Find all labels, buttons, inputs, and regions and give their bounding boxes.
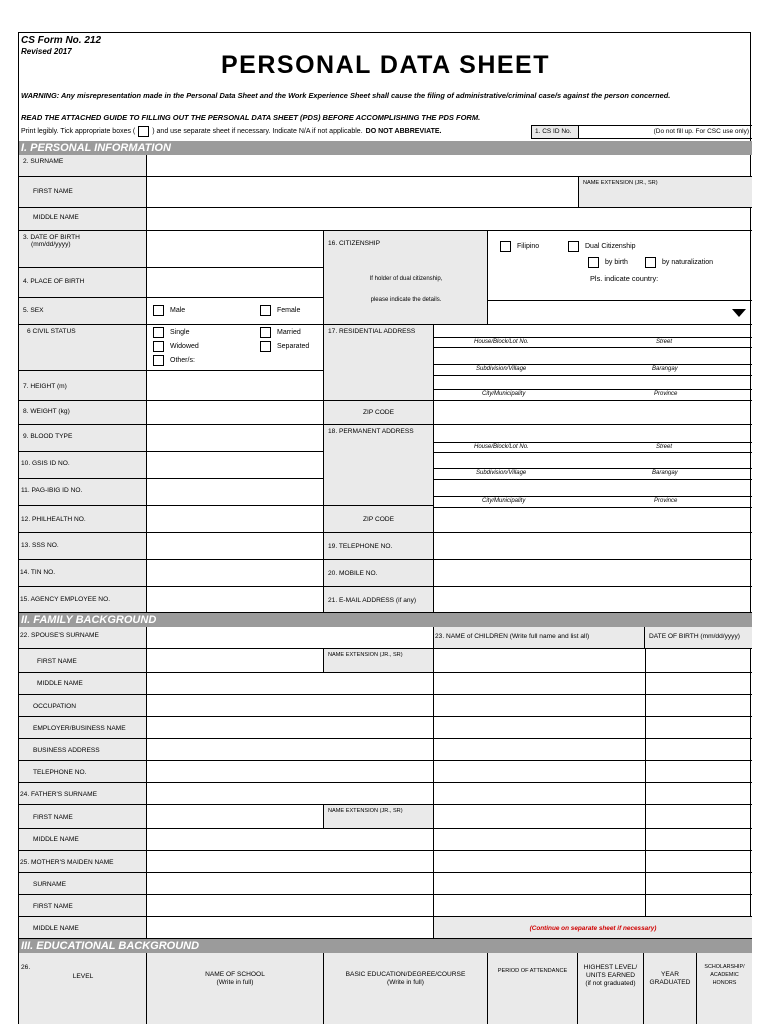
print-text-c: DO NOT ABBREVIATE. [365,128,442,135]
perm-line-2 [434,452,752,453]
dual-text: Dual Citizenship [585,243,636,250]
philhealth-input[interactable] [147,506,324,533]
perm-province-caption: Province [654,498,678,504]
weight-input[interactable] [147,401,324,425]
spouse-surname-label: 22. SPOUSE'S SURNAME [19,627,147,649]
other-option[interactable] [153,355,195,366]
dob-input[interactable] [147,231,324,268]
res-line-3 [434,364,752,365]
by-naturalization-text: by naturalization [662,259,713,266]
blood-type-label: 9. BLOOD TYPE [19,425,147,452]
perm-line-6 [434,507,752,508]
male-checkbox[interactable] [153,305,164,316]
edu-course-header [324,953,488,1024]
spouse-surname-input[interactable] [147,627,434,649]
mother-maiden-label: 25. MOTHER'S MAIDEN NAME [19,851,147,873]
edu-year-line2: GRADUATED [649,979,691,986]
spouse-name-ext-cell[interactable] [324,649,434,673]
residential-address-label: 17. RESIDENTIAL ADDRESS [324,325,434,401]
residential-address-fields[interactable] [434,325,752,425]
sss-input[interactable] [147,533,324,560]
height-input[interactable] [147,371,324,401]
mother-surname-label: SURNAME [19,873,147,895]
civil-status-label: 6 CIVIL STATUS [19,325,147,371]
res-line-1 [434,337,752,338]
citizenship-options [488,231,752,301]
children-rows[interactable] [434,649,752,917]
continue-note: (Continue on separate sheet if necessary) [529,925,657,932]
edu-school-line1: NAME OF SCHOOL [205,971,265,978]
cs-id-field [579,125,752,139]
separated-option[interactable] [260,341,309,352]
child-row-line [434,872,752,873]
father-middle-name-label: MIDDLE NAME [19,829,147,851]
filipino-checkbox[interactable] [500,241,511,252]
section-personal-information: I. PERSONAL INFORMATION [19,141,752,155]
pds-form [18,32,751,1024]
child-row-line [434,894,752,895]
telephone-label: 19. TELEPHONE NO. [324,533,434,560]
employer-label: EMPLOYER/BUSINESS NAME [19,717,147,739]
edu-number: 26. [21,964,31,971]
father-surname-input[interactable] [147,783,434,805]
edu-highest-line1: HIGHEST LEVEL/ [583,964,638,971]
occupation-label: OCCUPATION [19,695,147,717]
res-line-2 [434,347,752,348]
perm-line-5 [434,496,752,497]
edu-period-header: PERIOD OF ATTENDANCE [488,953,578,1024]
citizenship-label-cell [324,231,488,325]
mobile-input[interactable] [434,560,752,587]
res-city-caption: City/Municipality [482,391,526,397]
business-address-label: BUSINESS ADDRESS [19,739,147,761]
indicate-country-text: Pls. indicate country: [590,274,659,283]
widowed-option[interactable] [153,341,199,352]
married-option[interactable] [260,327,301,338]
edu-course-line1: BASIC EDUCATION/DEGREE/COURSE [345,971,466,978]
edu-course-line2: (Write in full) [387,979,424,986]
father-first-name-label: FIRST NAME [19,805,147,829]
dob-label [19,231,147,268]
single-checkbox[interactable] [153,327,164,338]
telephone-input[interactable] [434,533,752,560]
spouse-name-ext-label: NAME EXTENSION (JR., SR) [328,652,403,658]
res-subdivision-caption: Subdivision/Village [476,366,527,372]
middle-name-input[interactable] [147,208,752,231]
edu-highest-header [578,953,644,1024]
continue-note-cell [434,917,752,939]
cs-id-label: 1. CS ID No. [531,125,579,139]
perm-line-1 [434,442,752,443]
mother-first-name-label: FIRST NAME [19,895,147,917]
edu-highest-line2: UNITS EARNED [585,972,636,979]
widowed-text: Widowed [170,343,199,350]
other-checkbox[interactable] [153,355,164,366]
spouse-first-name-input[interactable] [147,649,324,673]
pagibig-label: 11. PAG-IBIG ID NO. [19,479,147,506]
dropdown-arrow-icon[interactable] [732,309,746,317]
section-family-background: II. FAMILY BACKGROUND [19,613,752,627]
by-naturalization-checkbox[interactable] [645,257,656,268]
single-option[interactable] [153,327,189,338]
dob-label-line2: (mm/dd/yyyy) [31,241,71,248]
gsis-input[interactable] [147,452,324,479]
email-label: 21. E-MAIL ADDRESS (if any) [324,587,434,613]
edu-honors-line2: ACADEMIC [710,972,739,978]
children-label: 23. NAME of CHILDREN (Write full name and list all) [434,627,645,649]
father-first-name-input[interactable] [147,805,324,829]
female-text: Female [277,307,301,314]
sss-label: 13. SSS NO. [19,533,147,560]
blood-type-input[interactable] [147,425,324,452]
res-line-6 [434,400,752,401]
dual-checkbox[interactable] [568,241,579,252]
print-instructions [21,126,442,137]
agency-employee-label: 15. AGENCY EMPLOYEE NO. [19,587,147,613]
perm-barangay-caption: Barangay [652,470,678,476]
child-row-line [434,828,752,829]
perm-subdivision-caption: Subdivision/Village [476,470,527,476]
print-text-b: ) and use separate sheet if necessary. Indicate N/A if not applicable. [152,128,363,135]
philhealth-label: 12. PHILHEALTH NO. [19,506,147,533]
dual-option[interactable] [568,241,636,252]
dual-note-1: If holder of dual citizenship, [369,276,443,282]
edu-level-text: LEVEL [72,973,94,980]
weight-label: 8. WEIGHT (kg) [19,401,147,425]
employer-input[interactable] [147,717,434,739]
perm-street-caption: Street [656,444,673,450]
spouse-middle-name-input[interactable] [147,673,434,695]
edu-level-header [19,953,147,1024]
edu-highest-line3: (if not graduated) [585,980,636,987]
perm-house-caption: House/Block/Lot No. [474,444,529,450]
perm-city-caption: City/Municipality [482,498,526,504]
tin-label: 14. TIN NO. [19,560,147,587]
pob-input[interactable] [147,268,324,298]
by-birth-checkbox[interactable] [588,257,599,268]
edu-school-line2: (Write in full) [216,979,254,986]
edu-school-header [147,953,324,1024]
sex-options [147,298,324,325]
citizenship-label: 16. CITIZENSHIP [328,240,381,247]
sex-female-option[interactable] [260,305,300,316]
filipino-text: Filipino [517,243,540,250]
res-house-caption: House/Block/Lot No. [474,339,529,345]
filipino-option[interactable] [500,241,539,252]
res-barangay-caption: Barangay [652,366,678,372]
email-input[interactable] [434,587,752,613]
tin-input[interactable] [147,560,324,587]
res-line-4 [434,375,752,376]
warning-text: WARNING: Any misrepresentation made in the Personal Data Sheet and the Work Experience Sheet shall cause the filing of administrative/criminal case/s against the person concerned. [21,91,671,100]
sample-checkbox [138,126,149,137]
widowed-checkbox[interactable] [153,341,164,352]
spouse-telephone-label: TELEPHONE NO. [19,761,147,783]
gsis-label: 10. GSIS ID NO. [19,452,147,479]
height-label: 7. HEIGHT (m) [19,371,147,401]
married-text: Married [277,329,301,336]
name-extension-label: NAME EXTENSION (JR., SR) [583,180,658,186]
by-naturalization-option[interactable] [645,257,713,268]
female-checkbox[interactable] [260,305,271,316]
child-row-line [434,672,752,673]
mother-surname-input[interactable] [147,873,434,895]
single-text: Single [170,329,190,336]
occupation-input[interactable] [147,695,434,717]
res-province-caption: Province [654,391,678,397]
revision: Revised 2017 [21,47,72,56]
surname-input[interactable] [147,155,752,177]
perm-line-3 [434,468,752,469]
children-dob-label: DATE OF BIRTH (mm/dd/yyyy) [645,627,752,649]
child-row-line [434,782,752,783]
father-name-ext-cell[interactable] [324,805,434,829]
edu-honors-header [697,953,752,1024]
father-name-ext-label: NAME EXTENSION (JR., SR) [328,808,403,814]
child-row-line [434,804,752,805]
country-dropdown[interactable] [488,301,752,325]
edu-honors-line1: SCHOLARSHIP/ [704,964,745,970]
children-column-divider [645,649,646,917]
mother-maiden-input[interactable] [147,851,434,873]
read-guide-text: READ THE ATTACHED GUIDE TO FILLING OUT THE PERSONAL DATA SHEET (PDS) BEFORE ACCOMPLISHING THE PDS FORM. [21,113,481,122]
by-birth-option[interactable] [588,257,628,268]
child-row-line [434,850,752,851]
civil-status-options [147,325,324,371]
permanent-zip-label: ZIP CODE [324,506,434,533]
section-educational-background: III. EDUCATIONAL BACKGROUND [19,939,752,953]
separated-checkbox[interactable] [260,341,271,352]
surname-label: 2. SURNAME [19,155,147,177]
father-surname-label: 24. FATHER'S SURNAME [19,783,147,805]
page-title: PERSONAL DATA SHEET [221,51,550,79]
first-name-label: FIRST NAME [19,177,147,208]
by-birth-text: by birth [605,259,628,266]
res-line-5 [434,389,752,390]
edu-year-header [644,953,697,1024]
pagibig-input[interactable] [147,479,324,506]
pob-label: 4. PLACE OF BIRTH [19,268,147,298]
business-address-input[interactable] [147,739,434,761]
child-row-line [434,760,752,761]
print-text-a: Print legibly. Tick appropriate boxes ( [21,128,136,135]
agency-employee-input[interactable] [147,587,324,613]
name-extension-cell[interactable] [579,177,752,208]
male-text: Male [170,307,186,314]
permanent-address-label: 18. PERMANENT ADDRESS [324,425,434,506]
mobile-label: 20. MOBILE NO. [324,560,434,587]
permanent-address-fields[interactable] [434,425,752,533]
first-name-input[interactable] [147,177,579,208]
mother-middle-name-input[interactable] [147,917,434,939]
cs-id-note: (Do not fill up. For CSC use only) [653,128,749,135]
spouse-first-name-label: FIRST NAME [19,649,147,673]
dual-note-2: please indicate the details. [370,297,442,303]
res-street-caption: Street [656,339,673,345]
spouse-telephone-input[interactable] [147,761,434,783]
edu-year-line1: YEAR [661,971,679,978]
dob-label-line1: 3. DATE OF BIRTH [23,234,80,241]
form-number: CS Form No. 212 [21,35,102,46]
other-text: Other/s: [170,357,195,364]
sex-label: 5. SEX [19,298,147,325]
child-row-line [434,694,752,695]
sex-male-option[interactable] [153,305,185,316]
mother-middle-name-label: MIDDLE NAME [19,917,147,939]
middle-name-label: MIDDLE NAME [19,208,147,231]
father-middle-name-input[interactable] [147,829,434,851]
child-row-line [434,716,752,717]
child-row-line [434,738,752,739]
married-checkbox[interactable] [260,327,271,338]
mother-first-name-input[interactable] [147,895,434,917]
spouse-middle-name-label: MIDDLE NAME [19,673,147,695]
perm-line-4 [434,479,752,480]
residential-zip-label: ZIP CODE [324,401,434,425]
edu-honors-line3: HONORS [712,980,737,986]
separated-text: Separated [277,343,310,350]
